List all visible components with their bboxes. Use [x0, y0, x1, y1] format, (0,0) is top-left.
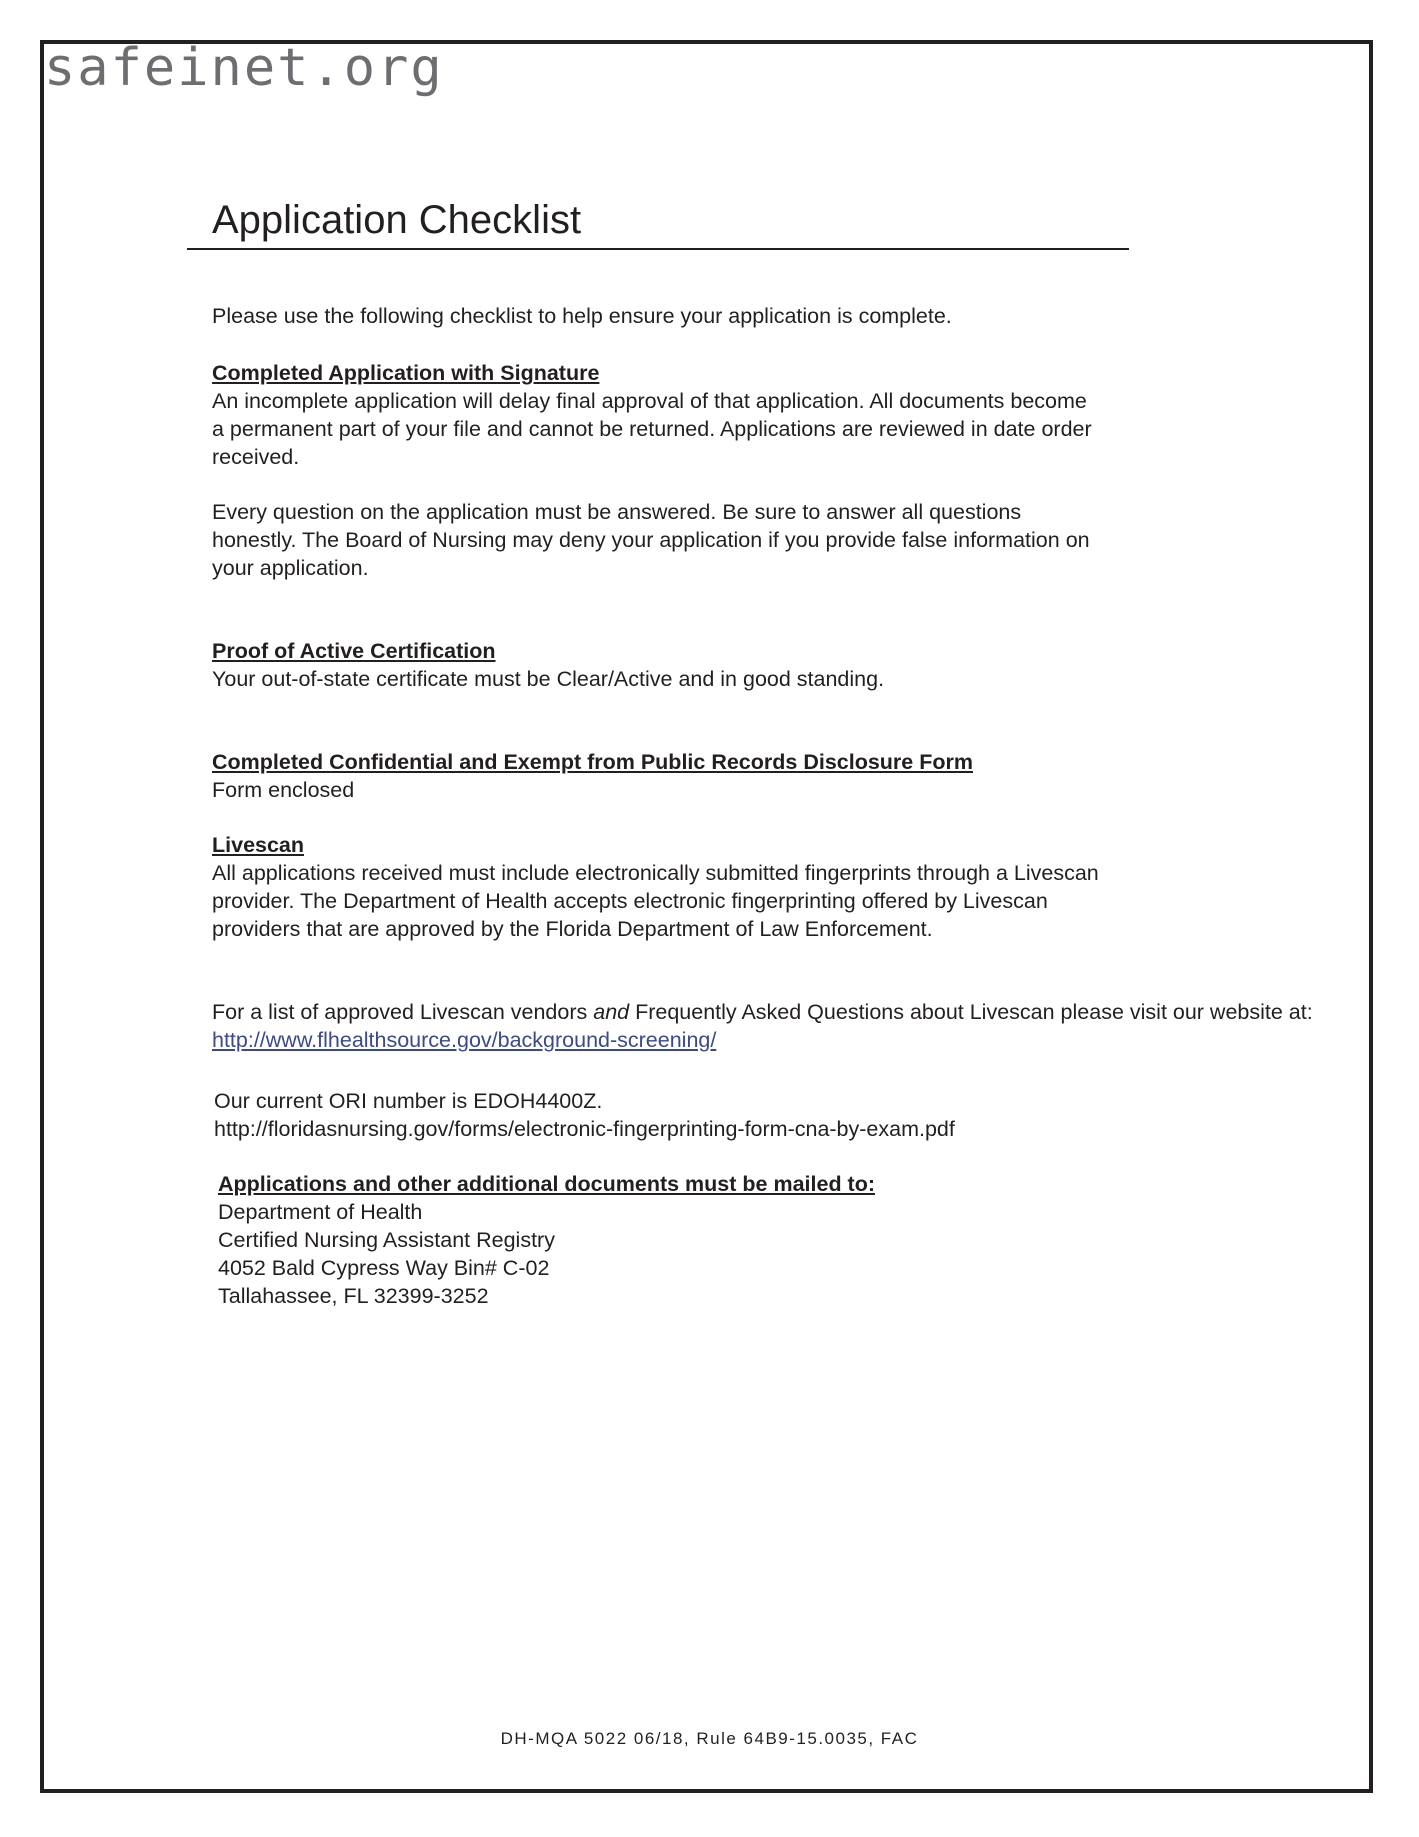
section-text: providers that are approved by the Florida Department of Law Enforcement. [212, 917, 933, 941]
section-text: All applications received must include electronically submitted fingerprints through a Livescan [212, 861, 1099, 885]
section-livescan [212, 831, 1322, 943]
ori-number: Our current ORI number is EDOH4400Z. [214, 1089, 603, 1113]
section-text: Your out-of-state certificate must be Clear/Active and in good standing. [212, 667, 885, 691]
checklist-body [212, 302, 1322, 1310]
vendors-block [212, 998, 1322, 1054]
vendors-text [212, 998, 1322, 1026]
form-footer: DH-MQA 5022 06/18, Rule 64B9-15.0035, FAC [500, 1729, 919, 1748]
intro-text: Please use the following checklist to help ensure your application is complete. [212, 304, 952, 328]
section-text: your application. [212, 556, 369, 580]
section-text: received. [212, 445, 300, 469]
mailing-address-block [218, 1170, 1322, 1310]
section-heading: Completed Confidential and Exempt from Public Records Disclosure Form [212, 750, 973, 774]
address-line: Certified Nursing Assistant Registry [218, 1228, 555, 1252]
section-heading: Completed Application with Signature [212, 361, 600, 385]
section-heading: Proof of Active Certification [212, 639, 496, 663]
section-text: provider. The Department of Health accepts electronic fingerprinting offered by Livescan [212, 889, 1048, 913]
mailing-heading: Applications and other additional documents must be mailed to: [218, 1172, 875, 1196]
section-text: a permanent part of your file and cannot be returned. Applications are reviewed in date order [212, 417, 1092, 441]
vendors-text-end: Frequently Asked Questions about Livescan please visit our website at: [629, 1000, 1313, 1024]
address-line: Department of Health [218, 1200, 423, 1224]
section-text: honestly. The Board of Nursing may deny your application if you provide false information on [212, 528, 1090, 552]
section-application [212, 359, 1322, 582]
section-heading: Livescan [212, 833, 305, 857]
address-line: Tallahassee, FL 32399-3252 [218, 1284, 489, 1308]
title-divider [187, 248, 1129, 250]
ori-block [214, 1087, 1322, 1143]
page-title: Application Checklist [212, 198, 582, 242]
section-text: An incomplete application will delay final approval of that application. All documents become [212, 389, 1087, 413]
watermark: safeinet.org [44, 38, 444, 98]
section-confidential-form [212, 748, 1322, 804]
section-text: Form enclosed [212, 778, 355, 802]
vendors-text-emphasis: and [593, 1000, 630, 1024]
fingerprinting-form-url: http://floridasnursing.gov/forms/electronic-fingerprinting-form-cna-by-exam.pdf [214, 1117, 955, 1141]
background-screening-link[interactable]: http://www.flhealthsource.gov/background-screening/ [212, 1028, 717, 1052]
section-text: Every question on the application must be answered. Be sure to answer all questions [212, 500, 1022, 524]
vendors-text-start: For a list of approved Livescan vendors [212, 1000, 594, 1024]
section-certification [212, 637, 1322, 693]
address-line: 4052 Bald Cypress Way Bin# C-02 [218, 1256, 550, 1280]
